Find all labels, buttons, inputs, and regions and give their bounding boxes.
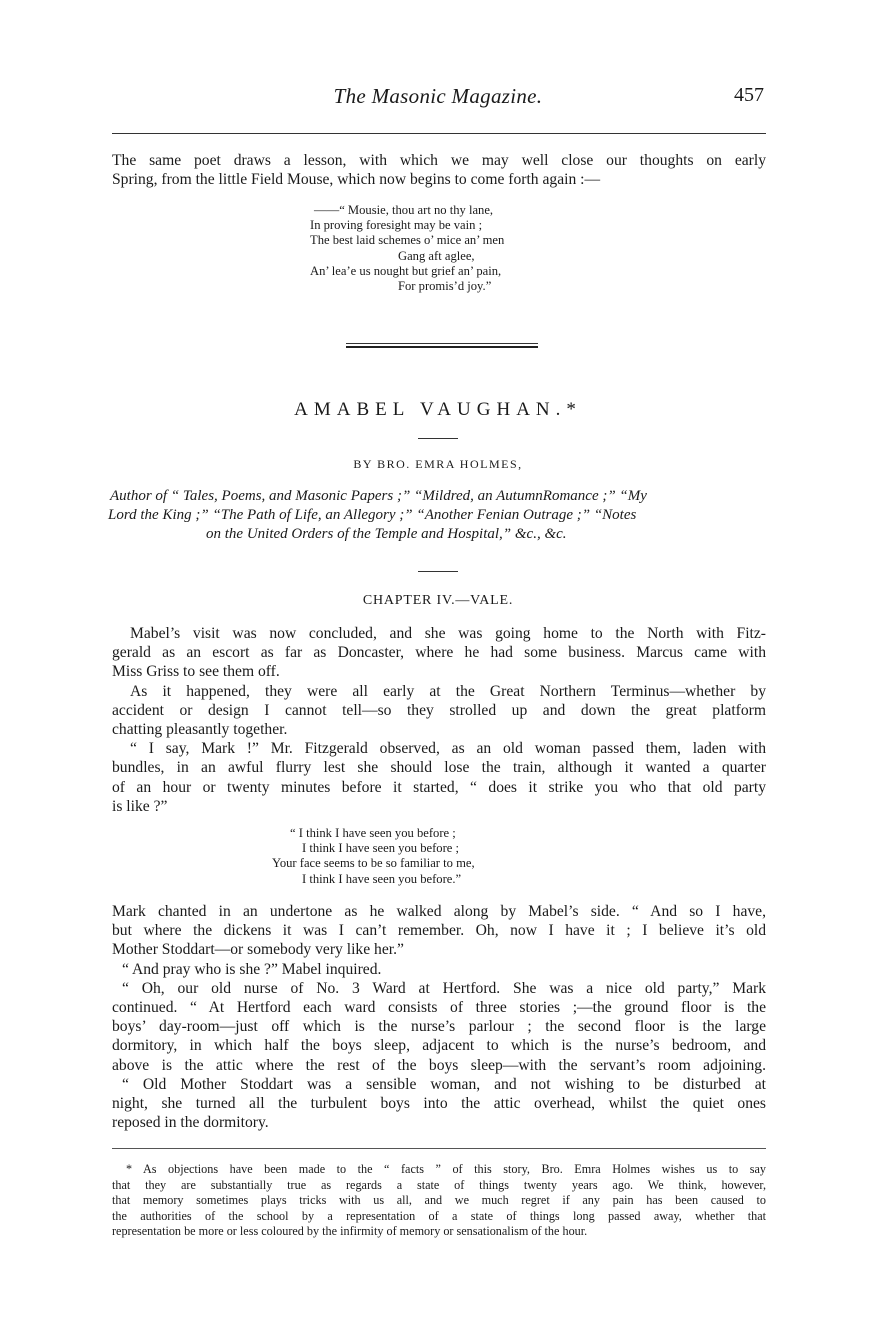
- text-line: dormitory, in which half the boys sleep, adjacent to which is the nurse’s bedroom, and: [112, 1037, 766, 1055]
- text-line: Mother Stoddart—or somebody very like her.”: [112, 941, 404, 959]
- verse-line: Your face seems to be so familiar to me,: [272, 856, 475, 871]
- footnote-rule: [112, 1148, 766, 1149]
- verse-line: Gang aft aglee,: [398, 248, 475, 263]
- verse-line: In proving foresight may be vain ;: [310, 218, 483, 233]
- text-line: boys’ day-room—just off which is the nurse’s parlour ; the second floor is the large: [112, 1018, 766, 1036]
- text-line: “ Oh, our old nurse of No. 3 Ward at Hertford. She was a nice old party,” Mark: [122, 979, 766, 997]
- text-line: Miss Griss to see them off.: [112, 663, 280, 681]
- text-line: “ And pray who is she ?” Mabel inquired.: [122, 960, 382, 978]
- text-line: chatting pleasantly together.: [112, 720, 288, 738]
- text-line: Spring, from the little Field Mouse, which now begins to come forth again :—: [112, 171, 601, 189]
- text-line: “ I say, Mark !” Mr. Fitzgerald observed, as an old woman passed them, laden with: [130, 740, 766, 758]
- chapter-heading: CHAPTER IV.—VALE.: [362, 593, 514, 608]
- intro-paragraph: [112, 151, 766, 189]
- author-credits: [110, 487, 766, 544]
- poem-mousie: [0, 203, 876, 294]
- text-line: The same poet draws a lesson, with which we may well close our thoughts on early: [112, 152, 766, 169]
- footnote-line: that they are substantially true as regards a state of things twenty years ago. We think, however,: [112, 1177, 766, 1192]
- text-line: night, she turned all the turbulent boys into the attic overhead, whilst the quiet ones: [112, 1094, 766, 1112]
- verse-line: For promis’d joy.”: [398, 279, 492, 294]
- footnote-line: the authorities of the school by a representation of a state of things long passed away, whether that: [112, 1208, 766, 1223]
- verse-line: The best laid schemes o’ mice an’ men: [310, 233, 505, 248]
- divider-rule-bottom: [346, 346, 538, 348]
- text-line: Mark chanted in an undertone as he walked along by Mabel’s side. “ And so I have,: [112, 903, 766, 920]
- magazine-title: The Masonic Magazine.: [333, 84, 543, 108]
- verse-line: I think I have seen you before.”: [302, 871, 462, 886]
- body-text-1: [112, 624, 766, 816]
- footnote-line: representation be more or less coloured by the infirmity of memory or sensationalism of the hour.: [112, 1224, 588, 1239]
- running-head: [0, 84, 876, 114]
- page-number: 457: [734, 84, 764, 106]
- verse-line: “ I think I have seen you before ;: [290, 826, 456, 840]
- text-line: accident or design I cannot tell—so they strolled up and down the great platform: [112, 701, 766, 719]
- footnote-line: that memory sometimes plays tricks with us all, and we much regret if any pain has been caused to: [112, 1193, 766, 1208]
- header-rule: [112, 133, 766, 134]
- credits-line: Lord the King ;” “The Path of Life, an Allegory ;” “Another Fenian Outrage ;” “Notes: [108, 507, 637, 523]
- text-line: continued. “ At Hertford each ward consists of three stories ;—the ground floor is the: [112, 998, 766, 1016]
- text-line: but where the dickens it was I can’t remember. Oh, now I have it ; I believe it’s old: [112, 922, 766, 940]
- verse-line: ——“ Mousie, thou art no thy lane,: [314, 203, 494, 217]
- credits-rule: [418, 571, 458, 572]
- text-line: above is the attic where the rest of the boys sleep—with the servant’s room adjoining.: [112, 1056, 766, 1074]
- text-line: Mabel’s visit was now concluded, and she was going home to the North with Fitz-: [130, 625, 766, 642]
- poem-seen-you-before: [0, 826, 876, 887]
- text-line: “ Old Mother Stoddart was a sensible woman, and not wishing to be disturbed at: [122, 1075, 766, 1093]
- text-line: of an hour or twenty minutes before it started, “ does it strike you who that old party: [112, 778, 766, 796]
- text-line: gerald as an escort as far as Doncaster, where he had some business. Marcus came with: [112, 644, 766, 662]
- credits-line: Author of “ Tales, Poems, and Masonic Papers ;” “Mildred, an AutumnRomance ;” “My: [110, 488, 647, 504]
- divider-rule-top: [346, 343, 538, 344]
- text-line: is like ?”: [112, 797, 168, 815]
- body-text-2: [112, 902, 766, 1132]
- footnote-line: * As objections have been made to the “ facts ” of this story, Bro. Emra Holmes wishes us to say: [126, 1162, 766, 1176]
- text-line: As it happened, they were all early at the Great Northern Terminus—whether by: [130, 682, 766, 700]
- verse-line: I think I have seen you before ;: [302, 841, 460, 856]
- article-title: AMABEL VAUGHAN.*: [294, 399, 582, 420]
- footnote: [112, 1162, 766, 1240]
- byline: BY BRO. EMRA HOLMES,: [353, 457, 523, 471]
- text-line: bundles, in an awful flurry lest she should lose the train, although it wanted a quarter: [112, 759, 766, 777]
- verse-line: An’ lea’e us nought but grief an’ pain,: [310, 263, 502, 278]
- text-line: reposed in the dormitory.: [112, 1114, 269, 1132]
- credits-line: on the United Orders of the Temple and Hospital,” &c., &c.: [206, 526, 567, 542]
- title-rule: [418, 438, 458, 439]
